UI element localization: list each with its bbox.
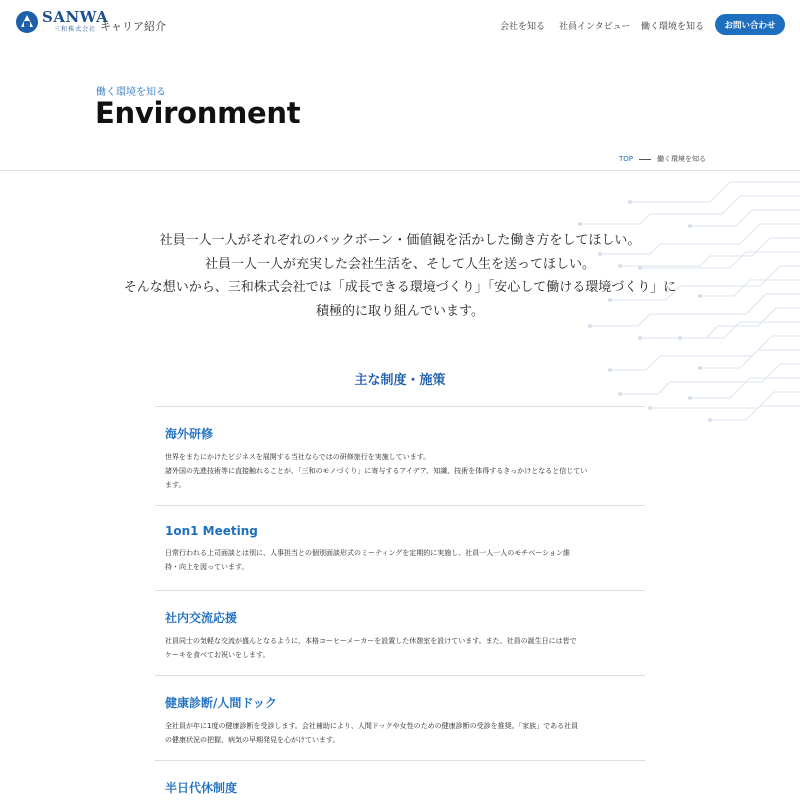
section-heading: 主な制度・施策 (354, 373, 446, 388)
breadcrumb-top-link[interactable]: TOP (619, 155, 634, 163)
policy-item (155, 590, 645, 675)
policy-line: 持・向上を図っています。 (165, 563, 249, 571)
policy-title: 1on1 Meeting (165, 524, 258, 538)
nav-link-interview[interactable]: 社員インタビュー (559, 22, 631, 32)
policy-line: の健康状況の把握、病気の早期発見を心がけています。 (165, 736, 340, 744)
policy-item (155, 406, 645, 505)
policy-item (155, 505, 645, 590)
contact-button[interactable]: お問い合わせ (715, 14, 785, 35)
policy-description (165, 546, 635, 574)
logo-subtitle: 三和株式会社 (54, 26, 97, 33)
intro-message (80, 229, 720, 323)
policy-line: 世界をまたにかけたビジネスを展開する当社ならではの研修旅行を実施しています。 (165, 453, 431, 461)
breadcrumb (619, 154, 706, 164)
policy-title: 健康診断/人間ドック (165, 696, 277, 710)
intro-line: 社員一人一人が充実した会社生活を、そして人生を送ってほしい。 (204, 256, 595, 272)
policy-line: 全社員が年に1度の健康診断を受診します。会社補助により、人間ドックや女性のための健康診断の受診を推奨。「家族」である社員 (165, 722, 579, 730)
policy-description (165, 450, 635, 492)
company-logo[interactable] (16, 10, 108, 33)
intro-line: そんな想いから、三和株式会社では「成長できる環境づくり」「安心して働ける環境づくり」に (123, 280, 677, 295)
page-title: Environment (95, 96, 301, 130)
policy-title: 社内交流応援 (165, 611, 238, 625)
nav-link-environment[interactable]: 働く環境を知る (641, 22, 705, 32)
policy-title: 半日代休制度 (165, 781, 238, 795)
sanwa-logo-icon (16, 11, 38, 33)
intro-line: 社員一人一人がそれぞれのバックボーン・価値観を活かした働き方をしてほしい。 (159, 233, 641, 248)
policy-item (155, 760, 645, 800)
logo-name: SANWA (42, 8, 109, 26)
site-title[interactable]: キャリア紹介 (100, 20, 166, 33)
title-divider (0, 170, 800, 171)
policy-item (155, 675, 645, 760)
policy-line: 諸外国の先進技術等に直接触れることが、「三和のモノづくり」に寄与するアイデア、知識、技術を体得するきっかけとなると信じてい (165, 467, 588, 475)
nav-link-company[interactable]: 会社を知る (500, 22, 546, 32)
breadcrumb-current: 働く環境を知る (657, 155, 707, 163)
policy-line: 日常行われる上司面談とは別に、人事担当との個別面談形式のミーティングを定期的に実施し、社員一人一人のモチベーション維 (165, 549, 571, 557)
policy-description (165, 634, 635, 662)
policy-line: ます。 (165, 481, 186, 489)
site-header (0, 0, 800, 48)
policy-title: 海外研修 (165, 427, 214, 441)
page-subtitle: 働く環境を知る (96, 87, 166, 98)
policy-line: ケーキを食べてお祝いをします。 (165, 651, 270, 659)
logo-text (42, 10, 108, 33)
intro-line: 積極的に取り組んでいます。 (316, 303, 484, 319)
policy-line: 社員同士の気軽な交流が盛んとなるように、本格コーヒーメーカーを設置した休憩室を設けています。また、社員の誕生日には皆で (165, 637, 577, 645)
policy-list (155, 406, 645, 800)
policy-description (165, 719, 635, 747)
breadcrumb-separator (639, 159, 651, 160)
